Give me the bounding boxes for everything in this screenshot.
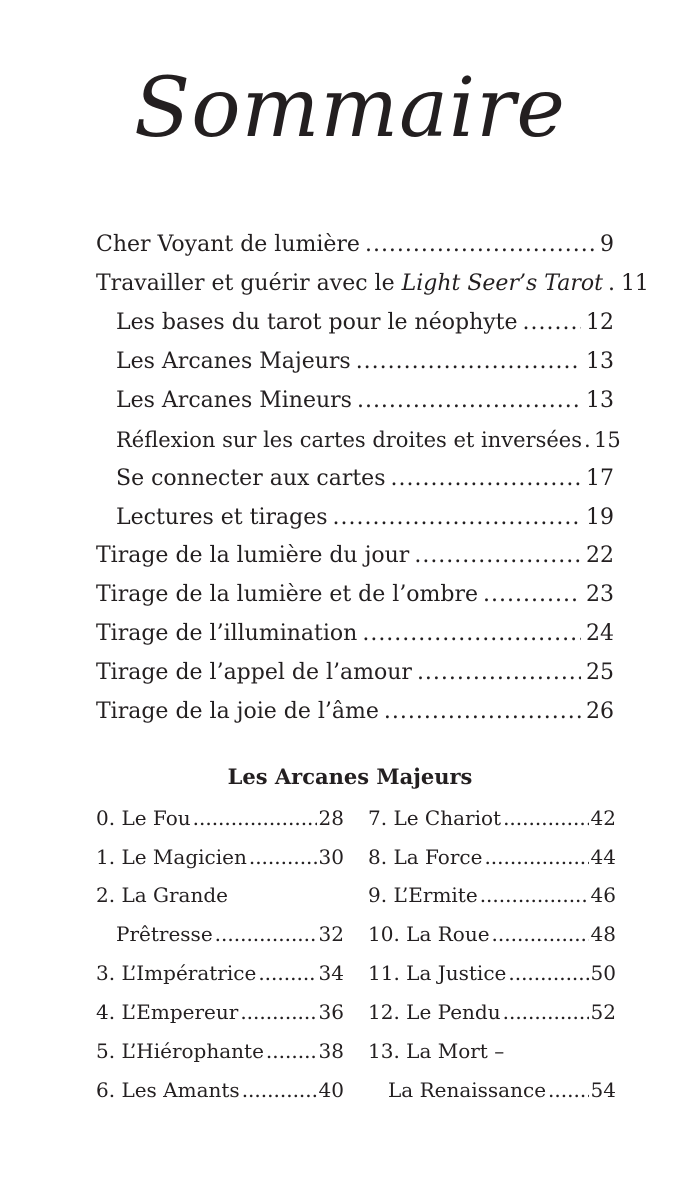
dot-leader — [608, 269, 616, 299]
toc-entry-label: Travailler et guérir avec le Light Seer’s Tarot — [96, 271, 603, 296]
toc-entry[interactable] — [96, 619, 614, 649]
arcana-entry[interactable] — [368, 919, 616, 949]
dot-leader — [391, 464, 582, 494]
dot-leader — [523, 308, 581, 338]
toc-entry-label: Réflexion sur les cartes droites et inversées — [116, 428, 583, 452]
arcana-entry[interactable] — [368, 803, 616, 833]
toc-entry-label: Tirage de l’illumination — [96, 621, 358, 646]
dot-leader — [333, 503, 581, 533]
toc-entry-page: 26 — [586, 699, 614, 724]
toc-subentry[interactable] — [116, 386, 614, 416]
arcana-label: 8. La Force — [368, 845, 483, 869]
arcana-entry[interactable] — [96, 803, 344, 833]
toc-entry-page: 22 — [586, 543, 614, 568]
toc-entry-label: Les Arcanes Majeurs — [116, 349, 351, 374]
toc-entry-page: 23 — [586, 582, 614, 607]
arcana-entry[interactable] — [388, 1075, 616, 1105]
dot-leader — [356, 347, 581, 377]
toc-entry[interactable] — [96, 697, 614, 727]
arcana-label: 4. L’Empereur — [96, 1000, 239, 1024]
arcana-page: 28 — [318, 806, 344, 830]
arcana-entry[interactable] — [96, 958, 344, 988]
dot-leader — [215, 919, 317, 949]
arcana-label-line1[interactable]: 13. La Mort – — [368, 1039, 505, 1063]
arcana-entry[interactable] — [96, 997, 344, 1027]
toc-entry-page: 17 — [586, 466, 614, 491]
arcana-label: 7. Le Chariot — [368, 806, 502, 830]
arcana-label-line1[interactable]: 2. La Grande — [96, 883, 228, 907]
toc-entry-page: 24 — [586, 621, 614, 646]
dot-leader — [266, 1036, 317, 1066]
toc-entry-label: Lectures et tirages — [116, 505, 328, 530]
arcana-label: 0. Le Fou — [96, 806, 191, 830]
toc-entry-page: 25 — [586, 660, 614, 685]
toc-entry-label: Tirage de la joie de l’âme — [96, 699, 379, 724]
arcana-entry[interactable] — [116, 919, 344, 949]
toc-entry-page: 13 — [586, 349, 614, 374]
toc-entry-label: Les Arcanes Mineurs — [116, 388, 352, 413]
dot-leader — [193, 803, 317, 833]
arcana-label: La Renaissance — [388, 1078, 547, 1102]
dot-leader — [417, 658, 581, 688]
toc-entry[interactable] — [96, 580, 614, 610]
toc-entry-italic-title: Light Seer’s Tarot — [401, 271, 603, 296]
dot-leader — [242, 1075, 317, 1105]
arcana-page: 34 — [318, 961, 344, 985]
toc-entry-label: Tirage de la lumière du jour — [96, 543, 410, 568]
arcana-label: 12. Le Pendu — [368, 1000, 501, 1024]
dot-leader — [584, 425, 592, 455]
toc-subentry[interactable] — [116, 308, 614, 338]
dot-leader — [548, 1075, 589, 1105]
toc-subentry[interactable] — [116, 425, 621, 455]
arcana-page: 32 — [318, 922, 344, 946]
toc-entry[interactable] — [96, 230, 614, 260]
arcana-page: 42 — [590, 806, 616, 830]
dot-leader — [357, 386, 581, 416]
toc-entry-page: 12 — [586, 310, 614, 335]
arcana-label: 11. La Justice — [368, 961, 507, 985]
arcana-label: 1. Le Magicien — [96, 845, 247, 869]
toc-subentry[interactable] — [116, 503, 614, 533]
arcana-page: 38 — [318, 1039, 344, 1063]
toc-entry-label: Se connecter aux cartes — [116, 466, 386, 491]
arcana-entry[interactable] — [96, 1036, 344, 1066]
toc-entry-label: Cher Voyant de lumière — [96, 232, 360, 257]
dot-leader — [362, 619, 581, 649]
toc-entry-label: Les bases du tarot pour le néophyte — [116, 310, 518, 335]
arcana-entry[interactable] — [96, 1075, 344, 1105]
arcana-page: 50 — [590, 961, 616, 985]
arcana-label: 10. La Roue — [368, 922, 490, 946]
arcana-entry[interactable] — [368, 958, 616, 988]
dot-leader — [240, 997, 316, 1027]
arcana-page: 48 — [590, 922, 616, 946]
toc-entry-page: 19 — [586, 505, 614, 530]
toc-entry-page: 13 — [586, 388, 614, 413]
arcana-page: 36 — [318, 1000, 344, 1024]
dot-leader — [258, 958, 316, 988]
arcana-entry[interactable] — [368, 880, 616, 910]
dot-leader — [480, 880, 589, 910]
dot-leader — [384, 697, 581, 727]
arcana-page: 54 — [590, 1078, 616, 1102]
arcana-page: 52 — [590, 1000, 616, 1024]
arcana-label: 5. L’Hiérophante — [96, 1039, 264, 1063]
dot-leader — [508, 958, 588, 988]
arcana-label: 6. Les Amants — [96, 1078, 240, 1102]
arcana-page: 30 — [318, 845, 344, 869]
arcana-entry[interactable] — [368, 997, 616, 1027]
arcana-label: Prêtresse — [116, 922, 213, 946]
dot-leader — [484, 842, 588, 872]
dot-leader — [249, 842, 317, 872]
arcana-page: 40 — [318, 1078, 344, 1102]
dot-leader — [414, 541, 581, 571]
toc-subentry[interactable] — [116, 464, 614, 494]
toc-entry-label: Tirage de l’appel de l’amour — [96, 660, 412, 685]
dot-leader — [365, 230, 595, 260]
page-title: Sommaire — [134, 61, 566, 156]
dot-leader — [483, 580, 581, 610]
arcana-page: 44 — [590, 845, 616, 869]
arcana-entry[interactable] — [96, 842, 344, 872]
toc-entry[interactable] — [96, 541, 614, 571]
dot-leader — [503, 803, 588, 833]
arcana-label: 9. L’Ermite — [368, 883, 478, 907]
toc-subentry[interactable] — [116, 347, 614, 377]
toc-entry-page: 9 — [600, 232, 614, 257]
arcana-entry[interactable] — [368, 842, 616, 872]
dot-leader — [492, 919, 589, 949]
toc-entry[interactable] — [96, 269, 649, 299]
toc-entry-page: 15 — [594, 428, 621, 452]
toc-entry[interactable] — [96, 658, 614, 688]
arcanes-heading: Les Arcanes Majeurs — [227, 764, 473, 789]
arcana-page: 46 — [590, 883, 616, 907]
arcana-label: 3. L’Impératrice — [96, 961, 257, 985]
dot-leader — [503, 997, 589, 1027]
toc-entry-page: 11 — [620, 271, 649, 296]
toc-entry-label: Tirage de la lumière et de l’ombre — [96, 582, 479, 607]
